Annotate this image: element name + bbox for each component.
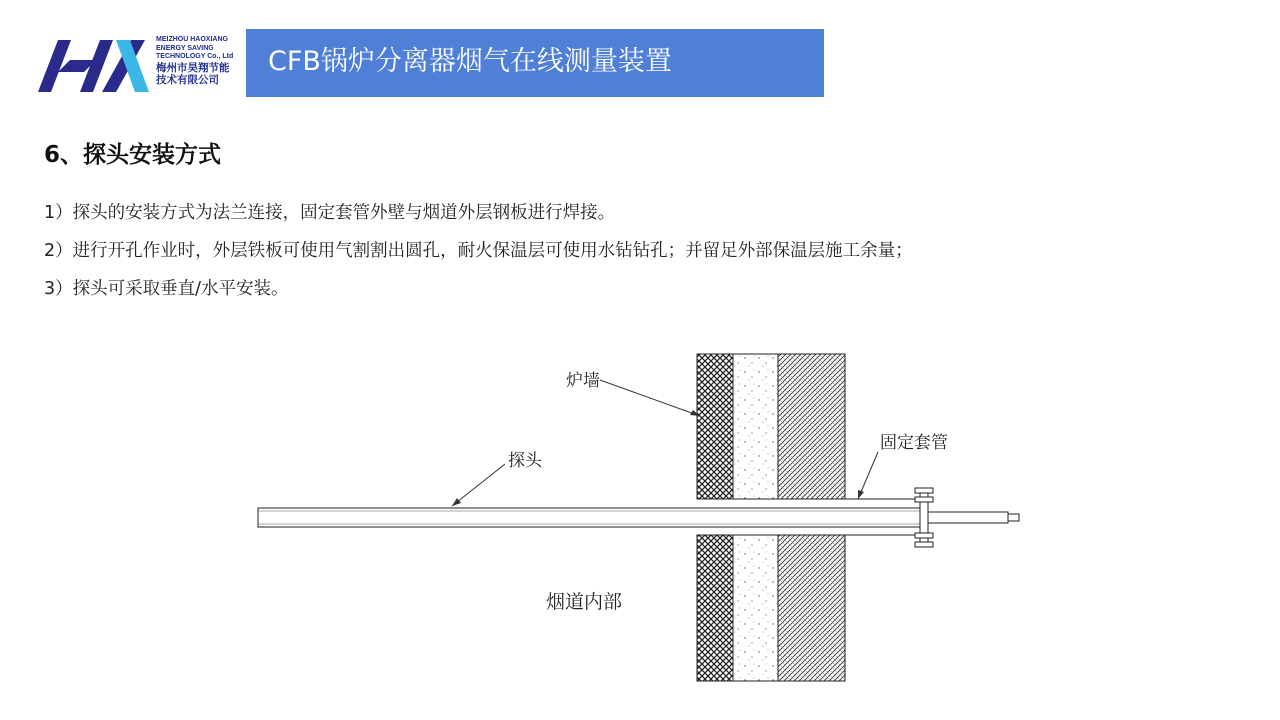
leader-furnace-wall: [600, 380, 700, 416]
probe: [258, 508, 1019, 527]
page-title: CFB锅炉分离器烟气在线测量装置: [268, 46, 672, 77]
bullet-list: [44, 198, 913, 312]
label-probe: 探头: [508, 451, 542, 471]
furnace-wall-lower: [697, 535, 845, 681]
logo-en-line: ENERGY SAVING: [156, 44, 214, 52]
leader-probe: [452, 464, 505, 506]
logo-en-line: MEIZHOU HAOXIANG: [156, 36, 228, 43]
installation-diagram: [0, 340, 1280, 720]
label-fixed-sleeve: 固定套管: [880, 433, 948, 453]
logo-en-line: TECHNOLOGY Co., Ltd: [156, 53, 234, 61]
bullet-item: 1）探头的安装方式为法兰连接，固定套管外壁与烟道外层钢板进行焊接。: [44, 203, 616, 223]
logo-cn-line: 技术有限公司: [156, 73, 219, 86]
leader-arrow-icon: [858, 490, 864, 499]
furnace-wall-upper: [697, 354, 845, 499]
logo-cn-line: 梅州市昊翔节能: [156, 61, 230, 74]
bullet-item: 2）进行开孔作业时，外层铁板可使用气割割出圆孔，耐火保温层可使用水钻钻孔；并留足外部保温层施工余量；: [44, 241, 913, 261]
company-logo: [36, 36, 241, 94]
logo-mark-icon: [36, 36, 151, 94]
title-bar: [246, 29, 824, 97]
bullet-item: 3）探头可采取垂直/水平安装。: [44, 279, 289, 299]
leader-arrow-icon: [452, 498, 461, 506]
logo-text: [156, 36, 233, 86]
section-title: 6、探头安装方式: [44, 142, 222, 168]
label-furnace-wall: 炉墙: [566, 371, 600, 391]
label-flue-inside: 烟道内部: [546, 591, 623, 613]
